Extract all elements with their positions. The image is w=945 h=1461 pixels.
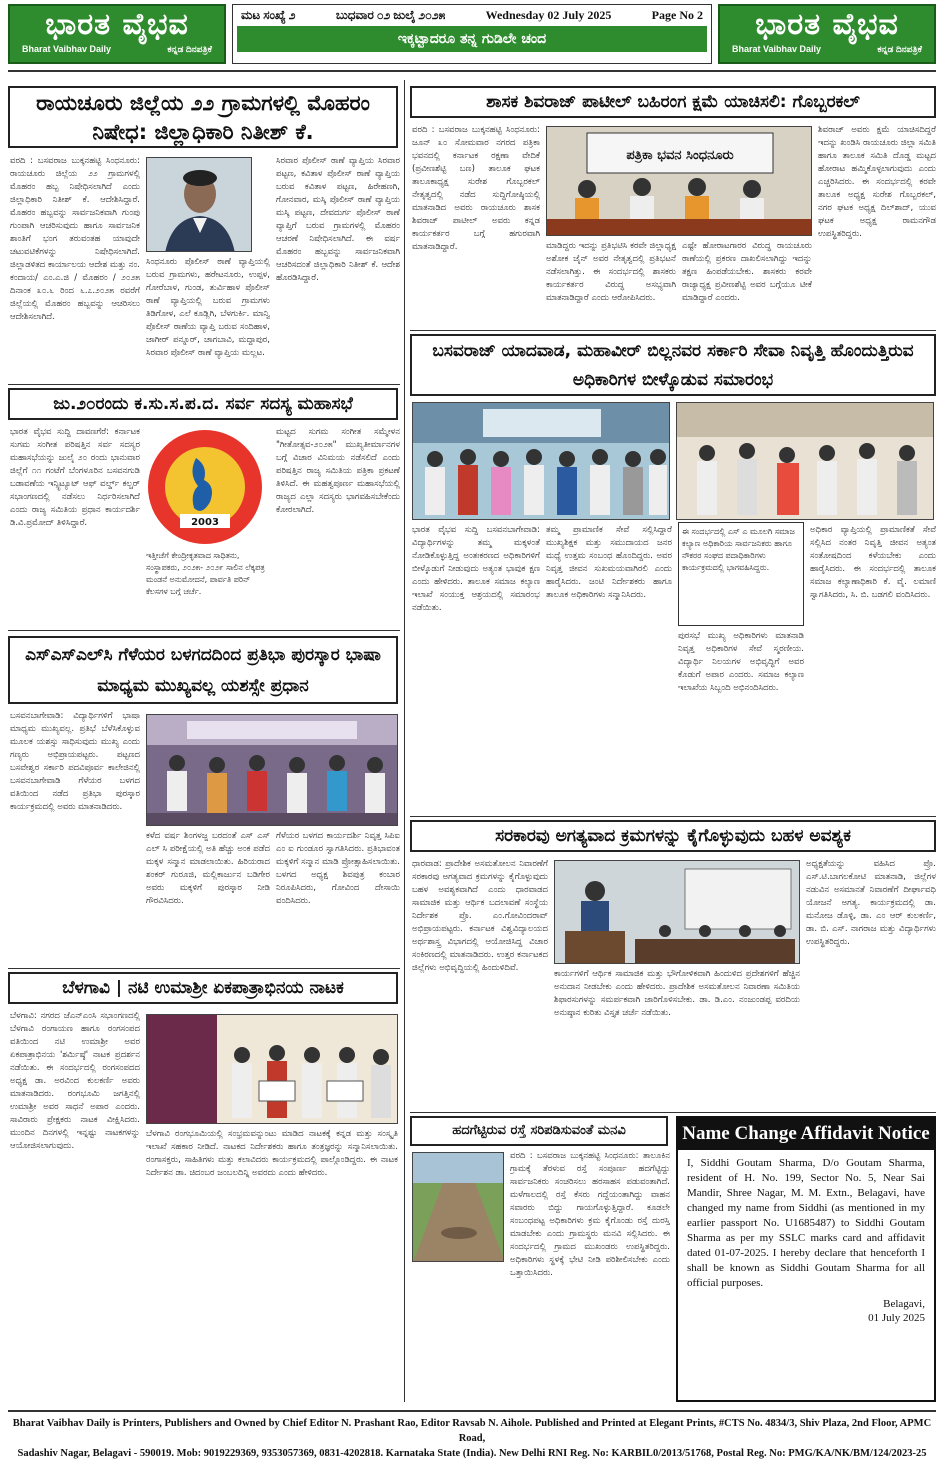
headline-govt-measures — [410, 820, 936, 852]
masthead-logo-left — [8, 4, 226, 64]
article-shivraj-col3: ಎಷ್ಟೇ ಹೋರಾಟಗಾರರ ವಿರುದ್ಧ ರಾಯಚೂರು ಠಾಣೆಯಲ್ಲಿ ಪ್ರಕರಣ ದಾಖಲಿಸಲಾಗಿದ್ದು ಇದನ್ನು ತಕ್ಷಣ ಹಿಂಪಡೆಯಬೇಕು. ಶಾಸಕರು ಕರವೇ ರಾಜ್ಯಾಧ್ಯಕ್ಷ ಪ್ರವೀಣಶೆಟ್ಟಿ ಅವರ ಬಗ್ಗೆಯೂ ಟೀಕೆ ಮಾಡಿದ್ದಾರೆ ಎಂದರು. — [682, 241, 812, 303]
article-kasusapa-col1: ಭಾರತ ವೈಭವ ಸುದ್ದಿ ದಾವಣಗೆರೆ: ಕರ್ನಾಟಕ ಸುಗಮ ಸಂಗೀತ ಪರಿಷತ್ತಿನ ಸರ್ವ ಸದಸ್ಯರ ಮಹಾಸಭೆಯನ್ನು ಜುಲೈ ೨೦ ರಂದು ಭಾನುವಾರ ಜಿಲ್ಲೆಗೆ ೧೧ ಗಂಟೆಗೆ ಬೆಂಗಳೂರಿನ ಬಸವನಗುಡಿ ಬಡಾವಣೆಯ ಇನ್ಸ್ಟಿಟ್ಯೂಟ್ ಆಫ್ ವರ್ಲ್ಡ್ ಕಲ್ಚರ್ ಸಭಾಂಗಣದಲ್ಲಿ ನಡೆಸಲು ನಿರ್ಧರಿಸಲಾಗಿದೆ ಎಂದು ರಾಜ್ಯ ಸಮಿತಿಯ ಪ್ರಧಾನ ಕಾರ್ಯದರ್ಶಿ ಡಿ.ವಿ.ಪ್ರಮೋದ್ ತಿಳಿಸಿದ್ದಾರೆ. — [10, 427, 140, 528]
headline-shivraj-text: ಶಾಸಕ ಶಿವರಾಜ್ ಪಾಟೀಲ್ ಬಹಿರಂಗ ಕ್ಷಮೆ ಯಾಚಿಸಲಿ: ಗೊಬ್ಬರಕಲ್ — [486, 92, 860, 112]
article-retirement-col4: ಅಧಿಕಾರ ವ್ಯಾಪ್ತಿಯಲ್ಲಿ ಪ್ರಾಮಾಣಿಕತೆ ಸೇವೆ ಸಲ್ಲಿಸಿದ ನಂತರ ನಿವೃತ್ತಿ ಜೀವನ ಅತ್ಯಂತ ಸಂತೋಷದಿಂದ ಕಳೆಯಬೇಕು ಎಂದು ಹಾರೈಸಿದರು. ಈ ಸಂದರ್ಭದಲ್ಲಿ ತಾಲೂಕ ಸಮಾಜ ಕಲ್ಯಾಣಾಧಿಕಾರಿ ಕೆ. ವೈ. ಲಮಾಣಿ ಸ್ವಾಗತಿಸಿದರು, ಸಿ. ಬಿ. ಬಡಗಲಿ ವಂದಿಸಿದರು. — [810, 525, 936, 600]
article-raichur-col1: ವರದಿ : ಬಸವರಾಜ ಬುಕ್ಕನಹಟ್ಟಿ ಸಿಂಧನೂರು: ರಾಯಚೂರು ಜಿಲ್ಲೆಯ ೨೨ ಗ್ರಾಮಗಳಲ್ಲಿ ಮೊಹರಂ ಹಬ್ಬ ನಿಷೇಧಿಸಲಾಗಿದೆ ಎಂದು ಜಿಲ್ಲಾಧಿಕಾರಿ ನಿತೀಶ್ ಕೆ. ಆದೇಶಿಸಿದ್ದಾರೆ. ಮೊಹರಂ ಹಬ್ಬವನ್ನು ಸಾರ್ವಜನಿಕವಾಗಿ ಗುಂಪು ಗುಂಪಾಗಿ ಆಚರಿಸುವುದು ಹಾಗೂ ಸಾರ್ವಜನಿಕ ಶಾಂತಿಗೆ ಭಂಗ ತರುವಂತಹ ಯಾವುದೇ ಚಟುವಟಿಕೆಗಳನ್ನು ನಿಷೇಧಿಸಲಾಗಿದೆ. ಜಿಲ್ಲಾಡಳಿತದ ಕಾರ್ಯಾಲಯ ಆದೇಶ ಮತ್ತು ನಂ. ಕಂದಾಯ/ ಎಂ.ಎ.ಜಿ / ಮೊಹರಂ / ೨೦೨೫ ದಿನಾಂಕ ೩೦.೬ ರಿಂದ ೬.೭.೨೦೨೫ ರವರೆಗೆ ಜಿಲ್ಲೆಯಲ್ಲಿ ಮೊಹರಂ ಹಬ್ಬವನ್ನು ಆಚರಿಸಲು ಆದೇಶಿಸಲಾಗಿದೆ. — [10, 156, 140, 322]
article-govt-col3: ಅಧ್ಯಕ್ಷತೆಯನ್ನು ವಹಿಸಿದ ಪ್ರೊ. ಎಸ್.ಟಿ.ಬಾಗಲಕೋಟಿ ಮಾತನಾಡಿ, ಜಿಲ್ಲೆಗಳ ನಡುವಿನ ಅಸಮಾನತೆ ನಿವಾರಣೆಗೆ ದೀರ್ಘಾವಧಿ ಯೋಜನೆ ಅಗತ್ಯ. ಕಾರ್ಯಕ್ರಮದಲ್ಲಿ ಡಾ. ಮನೋಜ ಡೊಳ್ಳಿ, ಡಾ. ಎಂ ಆರ್ ಕುಲಕರ್ಣಿ, ಡಾ. ಬಿ. ಎಸ್. ನಾಗರಾಜ ಮತ್ತು ವಿದ್ಯಾರ್ಥಿಗಳು ಉಪಸ್ಥಿತರಿದ್ದರು. — [806, 859, 936, 947]
masthead-rule — [8, 70, 936, 72]
article-shivraj-col1: ವರದಿ : ಬಸವರಾಜ ಬುಕ್ಕನಹಟ್ಟಿ ಸಿಂಧನೂರು: ಜೂನ್ ೩೦ ಸೋಮವಾರ ನಗರದ ಪತ್ರಿಕಾ ಭವನದಲ್ಲಿ ಕರ್ನಾಟಕ ರಕ್ಷಣಾ ವೇದಿಕೆ (ಪ್ರವೀಣಶೆಟ್ಟಿ ಬಣ) ತಾಲೂಕ ಘಟಕ ತಾಲೂಕಾಧ್ಯಕ್ಷ ಸುರೇಶ ಗೊಬ್ಬರಕಲ್ ನೇತೃತ್ವದಲ್ಲಿ ನಡೆದ ಸುದ್ದಿಗೋಷ್ಠಿಯಲ್ಲಿ ಮಾತನಾಡಿದ ಅವರು ರಾಯಚೂರು ಶಾಸಕ ಶಿವರಾಜ್ ಪಾಟೀಲ್ ಅವರು ಕನ್ನಡ ಕಾರ್ಯಕರ್ತರ ಬಗ್ಗೆ ಹಗುರವಾಗಿ ಮಾತನಾಡಿದ್ದಾರೆ. — [412, 125, 540, 252]
divider — [8, 384, 400, 385]
caption-kasusapa: ಇತ್ತೀಚೆಗೆ ಕೇಂದ್ರೀಕೃತವಾದ ಸಾಧಿತನು, ಸಂಸ್ಥಾಪಕರು, ೨೦೨೫- ೨೦೨೯ ಸಾಲಿನ ಲೆಕ್ಕಪತ್ರ ಮಂಡನೆ ಅನುಮೋದನೆ, ಪಾರ್ವತಿ ಪರಿನ್ ಕೆಲಸಗಳ ಬಗ್ಗೆ ಚರ್ಚೆ. — [146, 551, 265, 596]
ad-name-change — [676, 1116, 936, 1402]
footer-line-1: Bharat Vaibhav Daily is Printers, Publishers and Owned by Chief Editor N. Prashant Rao, Editor Ravsab N. Aihole. Published and Printed at Elegant Prints, #CTS No. 4834/3, Shiv Plaza, 2nd Floor, APMC Road, — [12, 1418, 932, 1444]
footer-rule — [8, 1410, 936, 1412]
headline-retirement-text: ಬಸವರಾಜ್ ಯಾದವಾಡ, ಮಹಾವೀರ್ ಬಿಲ್ಲನವರ ಸರ್ಕಾರಿ ಸೇವಾ ನಿವೃತ್ತಿ ಹೊಂದುತ್ತಿರುವ ಅಧಿಕಾರಿಗಳ ಬೀಳ್ಕೊಡುವ ಸಮಾರಂಭ — [432, 341, 914, 390]
article-retirement-col3: ಪುರಸಭೆ ಮುಖ್ಯ ಅಧಿಕಾರಿಗಳು ಮಾತನಾಡಿ ನಿವೃತ್ತ ಅಧಿಕಾರಿಗಳ ಸೇವೆ ಸ್ಮರಣೀಯ. ವಿದ್ಯಾರ್ಥಿ ನಿಲಯಗಳ ಅಭಿವೃದ್ಧಿಗೆ ಅವರ ಕೊಡುಗೆ ಅಪಾರ ಎಂದರು. ಸಮಾಜ ಕಲ್ಯಾಣ ಇಲಾಖೆಯ ಸಿಬ್ಬಂದಿ ಅಭಿನಂದಿಸಿದರು. — [678, 631, 804, 693]
ad-date: 01 July 2025 — [868, 1312, 925, 1324]
group-photo-icon — [413, 403, 670, 520]
photo-retirement-2 — [676, 402, 934, 520]
article-raichur-col3: ಸಿರವಾರ ಪೊಲೀಸ್ ಠಾಣೆ ವ್ಯಾಪ್ತಿಯ ಸಿರವಾರ ಪಟ್ಟಣ, ಕವಿತಾಳ ಪೊಲೀಸ್ ಠಾಣೆ ವ್ಯಾಪ್ತಿಯ ಬರುವ ಕವಿತಾಳ ಪಟ್ಟಣ, ಹಿರೇಹಣಗಿ, ಗೋನವಾರ, ಮಸ್ಕಿ ಪೊಲೀಸ್ ಠಾಣೆ ವ್ಯಾಪ್ತಿಯ ಮಸ್ಕಿ ಪಟ್ಟಣ, ದೇವದುರ್ಗ ಪೊಲೀಸ್ ಠಾಣೆ ವ್ಯಾಪ್ತಿಗೆ ಬರುವ ಗ್ರಾಮಗಳಲ್ಲಿ ಮೊಹರಂ ಆಚರಣೆ ನಿಷೇಧಿಸಲಾಗಿದೆ. ಈ ವರ್ಷ ಮೊಹರಂ ಹಬ್ಬವನ್ನು ಸಾರ್ವಜನಿಕವಾಗಿ ಆಚರಿಸದಂತೆ ಜಿಲ್ಲಾಧಿಕಾರಿ ನಿತೀಶ್ ಕೆ. ಆದೇಶ ಹೊರಡಿಸಿದ್ದಾರೆ. — [276, 156, 400, 283]
logo-sub: ಕನ್ನಡ ದಿನಪತ್ರಿಕೆ — [877, 44, 922, 54]
masthead-logo-right — [718, 4, 936, 64]
road-photo-icon — [413, 1153, 504, 1262]
article-sslc-col2: ಕಳೆದ ವರ್ಷ ಶಿಂಗಳಜ್ಜ ಬರದಂತೆ ಎಸ್ ಎಸ್ ಎಲ್ ಸಿ ಪರೀಕ್ಷೆಯಲ್ಲಿ ಅತಿ ಹೆಚ್ಚು ಅಂಕ ಪಡೆದ ಮಕ್ಕಳ ಸನ್ಮಾನ ಮಾಡಲಾಯಿತು. ಹಿರಿಯರಾದ ಶಂಕರ್ ಗುರೂಜಿ, ಮಲ್ಲಿಕಾರ್ಜುನ ಬಡಿಗೇರ ಅವರು ಮಕ್ಕಳಿಗೆ ಪುರಸ್ಕಾರ ನೀಡಿ ಗೌರವಿಸಿದರು. — [146, 831, 270, 906]
photo-emblem — [146, 428, 264, 546]
article-road-text: ವರದಿ : ಬಸವರಾಜ ಬುಕ್ಕನಹಟ್ಟಿ ಸಿಂಧನೂರು: ತಾಲೂಕಿನ ಗ್ರಾಮಕ್ಕೆ ತೆರಳುವ ರಸ್ತೆ ಸಂಪೂರ್ಣ ಹದಗೆಟ್ಟಿದ್ದು ಸಾರ್ವಜನಿಕರು ಸಂಚರಿಸಲು ಹರಸಾಹಸ ಪಡುವಂತಾಗಿದೆ. ಮಳೆಗಾಲದಲ್ಲಿ ರಸ್ತೆ ಕೆಸರು ಗದ್ದೆಯಂತಾಗಿದ್ದು ವಾಹನ ಸವಾರರು ಬಿದ್ದು ಗಾಯಗೊಳ್ಳುತ್ತಿದ್ದಾರೆ. ಕೂಡಲೇ ಸಂಬಂಧಪಟ್ಟ ಅಧಿಕಾರಿಗಳು ಕ್ರಮ ಕೈಗೊಂಡು ರಸ್ತೆ ದುರಸ್ತಿ ಮಾಡಬೇಕು ಎಂದು ಗ್ರಾಮಸ್ಥರು ಮನವಿ ಸಲ್ಲಿಸಿದರು. ಈ ಸಂದರ್ಭದಲ್ಲಿ ಗ್ರಾಮದ ಮುಖಂಡರು ಉಪಸ್ಥಿತರಿದ್ದರು. ಅಧಿಕಾರಿಗಳು ಸ್ಥಳಕ್ಕೆ ಭೇಟಿ ನೀಡಿ ಪರಿಶೀಲಿಸಬೇಕು ಎಂದು ಒತ್ತಾಯಿಸಿದರು. — [510, 1151, 670, 1278]
footer-line-2: Sadashiv Nagar, Belagavi - 590019. Mob: 9019229369, 9353057369, 0831-4202818. Karnataka State (India). New Delhi RNI Reg. No: KARBIL0/2013/51768, Postal Reg. No: PMG/KA/NK/BM/124/2023-25 — [17, 1448, 927, 1459]
article-retirement-col2: ತಮ್ಮ ಪ್ರಾಮಾಣಿಕ ಸೇವೆ ಸಲ್ಲಿಸಿದ್ದಾರೆ ಮುಖ್ಯಶಿಕ್ಷಕ ಮತ್ತು ಸಮುದಾಯದ ಜನರ ಮಧ್ಯೆ ಉತ್ತಮ ಸಂಬಂಧ ಹೊಂದಿದ್ದರು. ಅವರ ನಿವೃತ್ತ ಜೀವನ ಸುಖಮಯವಾಗಿರಲಿ ಎಂದು ಹಾರೈಸಿದರು. ಜಂಟಿ ನಿರ್ದೇಶಕರು ಹಾಗೂ ತಾಲೂಕ ಅಧಿಕಾರಿಗಳು ಸನ್ಮಾನಿಸಿದರು. — [546, 525, 672, 600]
issue-number: ಮಟ ಸಂಖ್ಯೆ ೨ — [241, 8, 296, 22]
headline-raichur-text: ರಾಯಚೂರು ಜಿಲ್ಲೆಯ ೨೨ ಗ್ರಾಮಗಳಲ್ಲಿ ಮೊಹರಂ ನಿಷೇಧ: ಜಿಲ್ಲಾಧಿಕಾರಿ ನಿತೀಶ್ ಕೆ. — [36, 91, 370, 144]
article-kasusapa-col3: ಮಟ್ಟದ ಸುಗಮ ಸಂಗೀತ ಸಮ್ಮೇಳನ "ಗೀತೋತ್ಸವ-೨೦೨೫" ಮುಖ್ಯತೀರ್ಮಾನಗಳ ಬಗ್ಗೆ ವಿಚಾರ ವಿನಿಮಯ ನಡೆಸಲಿದೆ ಎಂದು ಪರಿಷತ್ತಿನ ರಾಜ್ಯ ಸಮಿತಿಯ ಪತ್ರಿಕಾ ಪ್ರಕಟಣೆ ತಿಳಿಸಿದೆ. ಈ ಮಹತ್ವಪೂರ್ಣ ಮಹಾಸಭೆಯಲ್ಲಿ ರಾಜ್ಯದ ಎಲ್ಲಾ ಸದಸ್ಯರು ಭಾಗವಹಿಸಬೇಕೆಂದು ಕೋರಲಾಗಿದೆ. — [276, 427, 400, 515]
photo-press-meet — [546, 126, 812, 236]
logo-sub: ಕನ್ನಡ ದಿನಪತ್ರಿಕೆ — [167, 44, 212, 54]
seminar-photo-icon — [555, 861, 800, 964]
person-icon — [147, 158, 252, 252]
issue-date: Wednesday 02 July 2025 — [485, 8, 612, 22]
headline-sslc-text: ಎಸ್‌ಎಸ್‌ಎಲ್‌ಸಿ ಗೆಳೆಯರ ಬಳಗದದಿಂದ ಪ್ರತಿಭಾ ಪುರಸ್ಕಾರ ಭಾಷಾ ಮಾಧ್ಯಮ ಮುಖ್ಯವಲ್ಲ ಯಶಸ್ಸೇ ಪ್ರಧಾನ — [25, 645, 381, 696]
banner-text: ಪತ್ರಿಕಾ ಭವನ ಸಿಂಧನೂರು — [626, 148, 734, 163]
issue-date-kn: ಬುಧವಾರ ೦೨ ಜುಲೈ ೨೦೨೫ — [335, 8, 446, 22]
logo-kannada: ಭಾರತ ವೈಭವ — [45, 7, 189, 42]
group-photo-icon — [147, 1015, 398, 1124]
ad-place: Belagavi, — [883, 1298, 925, 1310]
headline-umashree — [8, 972, 398, 1004]
headline-shivraj — [410, 86, 936, 118]
caption-retirement: ಈ ಸಂದರ್ಭದಲ್ಲಿ ಎಸ್ ಎ ಮೂಲಗಿ ಸಮಾಜ ಕಲ್ಯಾಣ ಅಧಿಕಾರಿಯ ಸಾರ್ವಜನಿಕರು ಹಾಗೂ ನೌಕರರ ಸಂಘದ ಪದಾಧಿಕಾರಿಗಳು ಕಾರ್ಯಕ್ರಮದಲ್ಲಿ ಭಾಗವಹಿಸಿದ್ದರು. — [678, 522, 804, 626]
ad-title: Name Change Affidavit Notice — [678, 1118, 934, 1150]
divider — [410, 1112, 936, 1113]
article-raichur-col2: ಸಿಂಧನೂರು ಪೊಲೀಸ್ ಠಾಣೆ ವ್ಯಾಪ್ತಿಯಲ್ಲಿ ಬರುವ ಗ್ರಾಮಗಳು, ಹರೇಟನೂರು, ಉಪ್ಪಳ, ಗೋರೆಬಾಳ, ಗುಂಡ, ತುರ್ವಿಹಾಳ ಪೊಲೀಸ್ ಠಾಣೆ ವ್ಯಾಪ್ತಿಯಲ್ಲಿ ಬರುವ ಗ್ರಾಮಗಳು ತಿಡಿಗೋಳ, ಎಲೆ ಕೂಡ್ಲಿಗಿ, ಬೆಳಗುರ್ಕಿ. ಮಾನ್ವಿ ಪೊಲೀಸ್ ಠಾಣೆಯ ವ್ಯಾಪ್ತಿ ಬರುವ ಸಂದಿಹಾಳ, ಜಾಗೀರ್ ಪನ್ನೂರ್, ಚಾಗಬಾವಿ, ಮದ್ದಾಪುರ, ಸಿರವಾರ ಪೊಲೀಸ್ ಠಾಣೆ ವ್ಯಾಪ್ತಿಯ ಮಲ್ಲಟ. — [146, 257, 270, 358]
divider — [8, 968, 400, 969]
headline-umashree-text: ಬೆಳಗಾವಿ | ನಟಿ ಉಮಾಶ್ರೀ ಏಕಪಾತ್ರಾಭಿನಯ ನಾಟಕ — [62, 978, 344, 998]
divider — [8, 630, 400, 631]
headline-kasusapa-text: ಜು.೨೦ರಂದು ಕ.ಸು.ಸ.ಪ.ದ. ಸರ್ವ ಸದಸ್ಯ ಮಹಾಸಭೆ — [53, 394, 353, 414]
headline-retirement — [410, 334, 936, 396]
tagline: ಇಕ್ಕಟ್ಟಾದರೂ ತನ್ನ ಗುಡಿಲೇ ಚಂದ — [237, 26, 707, 52]
photo-seminar — [554, 860, 800, 964]
photo-retirement-1 — [412, 402, 670, 520]
divider — [410, 330, 936, 331]
column-divider — [404, 80, 405, 1402]
footer-imprint — [8, 1416, 936, 1459]
headline-road-text: ಹದಗೆಟ್ಟಿರುವ ರಸ್ತೆ ಸರಿಪಡಿಸುವಂತೆ ಮನವಿ — [452, 1123, 626, 1138]
article-umashree-col2: ಬೆಳಗಾವಿ ರಂಗಭೂಮಿಯಲ್ಲಿ ಸಂಭ್ರಮವನ್ನುಂಟು ಮಾಡಿದ ನಾಟಕಕ್ಕೆ ಕನ್ನಡ ಮತ್ತು ಸಂಸ್ಕೃತಿ ಇಲಾಖೆ ಸಹಕಾರ ನೀಡಿದೆ. ನಾಟಕದ ನಿರ್ದೇಶಕರು ಹಾಗೂ ತಂತ್ರಜ್ಞರನ್ನು ಸನ್ಮಾನಿಸಲಾಯಿತು. ರಂಗಾಸಕ್ತರು, ಸಾಹಿತಿಗಳು ಮತ್ತು ಕಲಾವಿದರು ಕಾರ್ಯಕ್ರಮದಲ್ಲಿ ಪಾಲ್ಗೊಂಡಿದ್ದರು. ಈ ನಾಟಕ ನಿರ್ದೇಶನ ಡಾ. ಚಿದಂಬರ ಜಂಬಲದಿನ್ನಿ ಅವರದು ಎಂದು ಹೇಳಿದರು. — [146, 1129, 398, 1178]
article-govt-col2: ಕಾರ್ಯಗಳಿಗೆ ಆರ್ಥಿಕ ಸಾಮಾಜಿಕ ಮತ್ತು ಭೌಗೋಳಿಕವಾಗಿ ಹಿಂದುಳಿದ ಪ್ರದೇಶಗಳಿಗೆ ಹೆಚ್ಚಿನ ಅನುದಾನ ನೀಡಬೇಕು ಎಂದು ಹೇಳಿದರು. ಪ್ರಾದೇಶಿಕ ಅಸಮತೋಲನ ನಿವಾರಣಾ ಸಮಿತಿಯ ಶಿಫಾರಸುಗಳನ್ನು ಸಮರ್ಪಕವಾಗಿ ಜಾರಿಗೊಳಿಸಬೇಕು. ಡಾ. ಡಿ.ಎಂ. ನಂಜುಂಡಪ್ಪ ವರದಿಯ ಅನುಷ್ಠಾನ ಕುರಿತು ವಿಸ್ತೃತ ಚರ್ಚೆ ನಡೆಯಿತು. — [554, 969, 800, 1018]
article-shivraj-col2: ಮಾಡಿದ್ದರು ಇದನ್ನು ಪ್ರತಿಭಟಿಸಿ ಕರವೇ ಜಿಲ್ಲಾಧ್ಯಕ್ಷ ಅಶೋಕ ಜೈನ್ ಅವರ ನೇತೃತ್ವದಲ್ಲಿ ಪ್ರತಿಭಟನೆ ನಡೆಸಲಾಗಿತ್ತು. ಈ ಸಂದರ್ಭದಲ್ಲಿ ಶಾಸಕರು ಕಾರ್ಯಕರ್ತರ ವಿರುದ್ಧ ಅಸಭ್ಯವಾಗಿ ಮಾತನಾಡಿದ್ದಾರೆ ಎಂದು ಆರೋಪಿಸಿದರು. — [546, 241, 676, 303]
page-number: Page No 2 — [651, 8, 703, 22]
article-retirement-col1: ಭಾರತ ವೈಭವ ಸುದ್ದಿ ಬಸವನಬಾಗೇವಾಡಿ: ವಿದ್ಯಾರ್ಥಿಗಳನ್ನು ತಮ್ಮ ಮಕ್ಕಳಂತೆ ನೋಡಿಕೊಳ್ಳುತ್ತಿದ್ದ ಅಂತಃಕರಣದ ಅಧಿಕಾರಿಗಳಿಗೆ ಬೀಳ್ಕೊಡುಗೆ ನೀಡುವುದು ಅತ್ಯಂತ ಭಾವುಕ ಕ್ಷಣ ಎಂದು ಹೇಳಿದರು. ತಾಲೂಕ ಸಮಾಜ ಕಲ್ಯಾಣ ಇಲಾಖೆ ಸಂಯುಕ್ತ ಆಶ್ರಯದಲ್ಲಿ ಸಮಾರಂಭ ನಡೆಯಿತು. — [412, 525, 540, 613]
article-shivraj-col4: ಶಿವರಾಜ್ ಅವರು ಕ್ಷಮೆ ಯಾಚಿಸದಿದ್ದರೆ ಇದನ್ನು ಖಂಡಿಸಿ ರಾಯಚೂರು ಜಿಲ್ಲಾ ಸಮಿತಿ ಹಾಗೂ ತಾಲೂಕ ಸಮಿತಿ ದೊಡ್ಡ ಮಟ್ಟದ ಹೋರಾಟ ಹಮ್ಮಿಕೊಳ್ಳಲಾಗುವುದು ಎಂದು ಎಚ್ಚರಿಸಿದರು. ಈ ಸಂದರ್ಭದಲ್ಲಿ ಕರವೇ ತಾಲೂಕ ಅಧ್ಯಕ್ಷ ಸುರೇಶ ಗೊಬ್ಬರಕಲ್, ನಗರ ಘಟಕ ಅಧ್ಯಕ್ಷ ದಿಲ್‌ಶಾದ್, ಯುವ ಘಟಕ ಅಧ್ಯಕ್ಷ ರಾಮನಗೌಡ ಉಪಸ್ಥಿತರಿದ್ದರು. — [818, 125, 936, 239]
ad-text: I, Siddhi Goutam Sharma, D/o Goutam Sharma, resident of H. No. 199, Sector No. 5, Near Sai Mandir, Shree Nagar, M. M. Extn., Belagavi, have changed my name from Siddhi (as mentioned in my earlier passport No. U1685487) to Siddhi Goutam Sharma as per my SSLC marks card and affidavit dated 01-07-2025. I hereby declare that henceforth I shall be known as Siddhi Goutam Sharma for all official purposes. — [687, 1157, 925, 1289]
press-meet-photo-icon — [547, 127, 812, 236]
photo-dc-portrait — [146, 157, 252, 252]
logo-english: Bharat Vaibhav Daily — [22, 44, 112, 54]
article-sslc-col1: ಬಸವನಬಾಗೇವಾಡಿ: ವಿದ್ಯಾರ್ಥಿಗಳಿಗೆ ಭಾಷಾ ಮಾಧ್ಯಮ ಮುಖ್ಯವಲ್ಲ. ಪ್ರತಿಭೆ ಬೆಳೆಸಿಕೊಳ್ಳುವ ಮೂಲಕ ಯಶಸ್ಸು ಸಾಧಿಸುವುದು ಮುಖ್ಯ ಎಂದು ಗಣ್ಯರು ಅಭಿಪ್ರಾಯಪಟ್ಟರು. ಪಟ್ಟಣದ ಬಸವೇಶ್ವರ ಸರ್ಕಾರಿ ಪದವಿಪೂರ್ವ ಕಾಲೇಜಿನಲ್ಲಿ ಬಸವನಬಾಗೇವಾಡಿ ಗೆಳೆಯರ ಬಳಗದ ವತಿಯಿಂದ ನಡೆದ ಪ್ರತಿಭಾ ಪುರಸ್ಕಾರ ಕಾರ್ಯಕ್ರಮದಲ್ಲಿ ಅವರು ಮಾತನಾಡಿದರು. — [10, 711, 140, 812]
article-govt-col1: ಧಾರವಾಡ: ಪ್ರಾದೇಶಿಕ ಅಸಮತೋಲನ ನಿವಾರಣೆಗೆ ಸರಕಾರವು ಅಗತ್ಯವಾದ ಕ್ರಮಗಳನ್ನು ಕೈಗೊಳ್ಳುವುದು ಬಹಳ ಅವಶ್ಯಕವಾಗಿದೆ ಎಂದು ಧಾರವಾಡದ ಸಾಮಾಜಿಕ ಮತ್ತು ಆರ್ಥಿಕ ಬದಲಾವಣೆ ಸಂಸ್ಥೆಯ ನಿರ್ದೇಶಕ ಪ್ರೊ. ಎಂ.ಗೋವಿಂದರಾವ್ ಅಭಿಪ್ರಾಯಪಟ್ಟರು. ಕರ್ನಾಟಕ ವಿಶ್ವವಿದ್ಯಾಲಯದ ಅರ್ಥಶಾಸ್ತ್ರ ವಿಭಾಗದಲ್ಲಿ ಆಯೋಜಿಸಿದ್ದ ವಿಚಾರ ಸಂಕಿರಣದಲ್ಲಿ ಮಾತನಾಡಿದರು. ಉತ್ತರ ಕರ್ನಾಟಕದ ಜಿಲ್ಲೆಗಳು ಅಭಿವೃದ್ಧಿಯಲ್ಲಿ ಹಿಂದುಳಿದಿವೆ. — [412, 859, 548, 973]
photo-umashree-event — [146, 1014, 398, 1124]
group-photo-icon — [147, 715, 398, 826]
headline-govt-measures-text: ಸರಕಾರವು ಅಗತ್ಯವಾದ ಕ್ರಮಗಳನ್ನು ಕೈಗೊಳ್ಳುವುದು ಬಹಳ ಅವಶ್ಯಕ — [495, 826, 851, 846]
divider — [410, 816, 936, 817]
article-umashree-col1: ಬೆಳಗಾವಿ: ನಗರದ ಜೆಎನ್‌ಎಂಸಿ ಸಭಾಂಗಣದಲ್ಲಿ ಬೆಳಗಾವಿ ರಂಗಾಯಣ ಹಾಗೂ ರಂಗಸಂಪದ ವತಿಯಿಂದ ನಟಿ ಉಮಾಶ್ರೀ ಅವರ ಏಕಪಾತ್ರಾಭಿನಯ 'ಶರ್ಮಿಷ್ಠೆ' ನಾಟಕ ಪ್ರದರ್ಶನ ನಡೆಯಿತು. ಈ ಸಂದರ್ಭದಲ್ಲಿ ರಂಗಸಂಪದದ ಅಧ್ಯಕ್ಷ ಡಾ. ಅರವಿಂದ ಕುಲಕರ್ಣಿ ಅವರು ಮಾತನಾಡಿದರು. ರಂಗಭೂಮಿ ಜಗತ್ತಿನಲ್ಲಿ ಉಮಾಶ್ರೀ ಅವರ ಸಾಧನೆ ಅಪಾರ ಎಂದರು. ಸಾವಿರಾರು ಪ್ರೇಕ್ಷಕರು ನಾಟಕ ವೀಕ್ಷಿಸಿದರು. ಮುಂದಿನ ದಿನಗಳಲ್ಲಿ ಇನ್ನಷ್ಟು ನಾಟಕಗಳನ್ನು ಆಯೋಜಿಸಲಾಗುವುದು. — [10, 1011, 140, 1151]
masthead-center — [232, 4, 712, 64]
emblem-icon — [146, 428, 264, 546]
headline-road — [410, 1116, 668, 1146]
headline-raichur — [8, 86, 398, 148]
headline-sslc — [8, 636, 398, 704]
logo-english: Bharat Vaibhav Daily — [732, 44, 822, 54]
logo-kannada: ಭಾರತ ವೈಭವ — [755, 7, 899, 42]
photo-sslc-event — [146, 714, 398, 826]
headline-kasusapa — [8, 388, 398, 420]
emblem-year: 2003 — [191, 517, 219, 528]
photo-road — [412, 1152, 504, 1262]
group-photo-icon — [677, 403, 934, 520]
article-sslc-col3: ಗೆಳೆಯರ ಬಳಗದ ಕಾರ್ಯದರ್ಶಿ ನಿವೃತ್ತ ಸಿಪಿಐ ಎಂ ಐ ಗುಂಡೂರ ಸ್ವಾಗತಿಸಿದರು. ಪ್ರತಿಭಾವಂತ ಮಕ್ಕಳಿಗೆ ಸನ್ಮಾನ ಮಾಡಿ ಪ್ರೋತ್ಸಾಹಿಸಲಾಯಿತು. ಬಳಗದ ಅಧ್ಯಕ್ಷ ಶಿವಪುತ್ರ ಕಂಬಾರ ನಿರೂಪಿಸಿದರು, ಗೋವಿಂದ ದೇಸಾಯಿ ವಂದಿಸಿದರು. — [276, 831, 400, 906]
